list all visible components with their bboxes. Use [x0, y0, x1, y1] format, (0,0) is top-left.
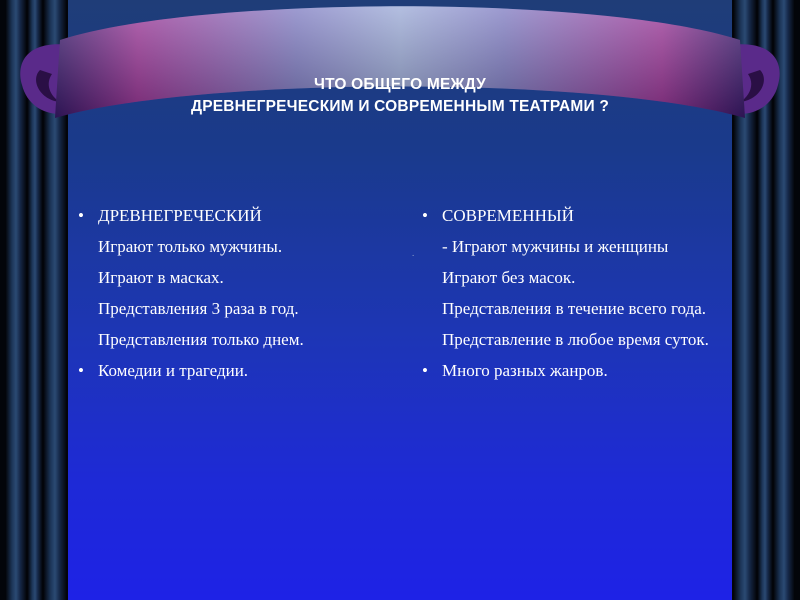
bullet: • — [78, 361, 84, 380]
page-title — [90, 74, 710, 118]
list-item — [72, 359, 392, 383]
list-item-text: Играют только мужчины. — [98, 237, 283, 256]
list-item — [416, 359, 746, 383]
list-item-text: Комедии и трагедии. — [98, 361, 249, 380]
list-item-text: Представления в течение всего года. — [442, 299, 707, 318]
list-item-text: Представление в любое время суток. — [442, 330, 709, 349]
title-line-2: ДРЕВНЕГРЕЧЕСКИМ И СОВРЕМЕННЫМ ТЕАТРАМИ ? — [190, 98, 610, 115]
bullet: • — [422, 206, 428, 225]
sub-bullet-dot: . — [412, 248, 415, 258]
list-item — [412, 235, 746, 259]
list-item-text: Представления только днем. — [98, 330, 304, 349]
list-item — [72, 297, 392, 321]
list-item — [416, 266, 746, 290]
list-item-text: Много разных жанров. — [442, 361, 608, 380]
list-item — [416, 297, 746, 321]
modern-heading: СОВРЕМЕННЫЙ — [442, 206, 574, 225]
list-item-text: Играют без масок. — [442, 268, 576, 287]
list-item — [72, 266, 392, 290]
title-line-1: ЧТО ОБЩЕГО МЕЖДУ — [314, 76, 486, 93]
list-item — [72, 328, 392, 352]
list-item — [416, 204, 746, 228]
list-item — [416, 328, 746, 352]
bullet: • — [78, 206, 84, 225]
list-item-text: - Играют мужчины и женщины — [442, 237, 669, 256]
ancient-heading: ДРЕВНЕГРЕЧЕСКИЙ — [98, 206, 262, 225]
list-item-text: Представления 3 раза в год. — [98, 299, 299, 318]
bullet: • — [422, 361, 428, 380]
modern-theatre-column — [412, 204, 746, 390]
ancient-theatre-column — [72, 204, 392, 390]
list-item-text: Играют в масках. — [98, 268, 224, 287]
list-item — [72, 235, 392, 259]
list-item — [72, 204, 392, 228]
